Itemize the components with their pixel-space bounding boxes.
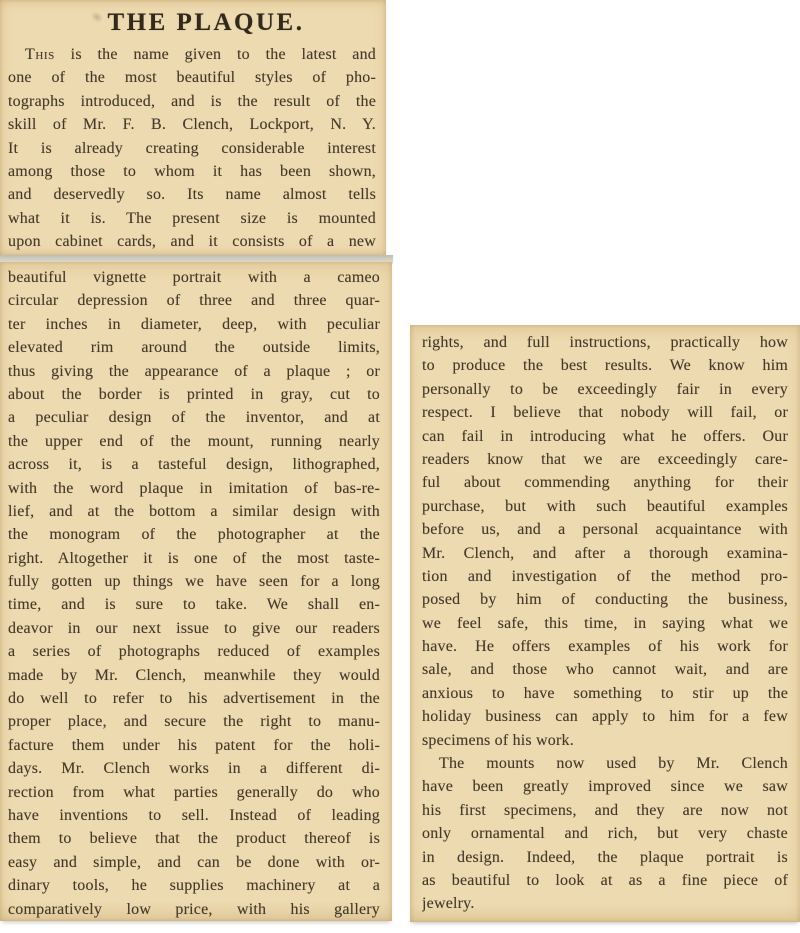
- text-line: in design. Indeed, the plaque portrait is: [422, 848, 788, 866]
- text-line: to produce the best results. We know him: [422, 357, 788, 375]
- text-line: made by Mr. Clench, meanwhile they would: [8, 666, 380, 684]
- text-line: proper place, and secure the right to manu-: [8, 713, 380, 731]
- text-line: rection from what parties generally do who: [8, 783, 380, 801]
- text-line: deavor in our next issue to give our readers: [8, 619, 380, 637]
- text-line: what it is. The present size is mounted: [8, 209, 376, 227]
- text-line: dinary tools, he supplies machinery at a: [8, 877, 380, 895]
- text-line: ter inches in diameter, deep, with peculiar: [8, 315, 380, 333]
- text-line: the upper end of the mount, running nearly: [8, 432, 380, 450]
- text-line: can fail in introducing what he offers. Our: [422, 427, 788, 445]
- text-line: one of the most beautiful styles of pho-: [8, 69, 376, 87]
- text-line: his first specimens, and they are now not: [422, 801, 788, 819]
- text-line: have inventions to sell. Instead of leading: [8, 806, 380, 824]
- text-line: lief, and at the bottom a similar design with: [8, 502, 380, 520]
- text-line: thus giving the appearance of a plaque ; or: [8, 362, 380, 380]
- text-line: have. He offers examples of his work for: [422, 638, 788, 656]
- article-clipping-intro: [0, 0, 386, 256]
- text-line: Mr. Clench, and after a thorough examina-: [422, 544, 788, 562]
- article-title: THE PLAQUE.: [107, 9, 305, 36]
- text-line: do well to refer to his advertisement in the: [8, 690, 380, 708]
- text-line: rights, and full instructions, practically how: [422, 334, 788, 351]
- text-line: with the word plaque in imitation of bas-re-: [8, 479, 380, 497]
- text-line: skill of Mr. F. B. Clench, Lockport, N. Y.: [8, 116, 376, 134]
- text-line: as beautiful to look at as a fine piece of: [422, 871, 788, 889]
- text-line: anxious to have something to stir up the: [422, 684, 788, 702]
- text-line: circular depression of three and three quar-: [8, 292, 380, 310]
- text-line: It is already creating considerable interest: [8, 139, 376, 157]
- text-line: about the border is printed in gray, cut to: [8, 385, 380, 403]
- text-line: The mounts now used by Mr. Clench: [439, 755, 788, 773]
- text-line: personally to be exceedingly fair in every: [422, 380, 788, 398]
- text-line: right. Altogether it is one of the most taste-: [8, 549, 380, 567]
- article-column-right: [422, 331, 788, 916]
- text-line: only ornamental and rich, but very chaste: [422, 825, 788, 843]
- text-line: the monogram of the photographer at the: [8, 526, 380, 544]
- text-line: tion and investigation of the method pro-: [422, 567, 788, 585]
- text-line: before us, and a personal acquaintance with: [422, 521, 788, 539]
- text-line: have been greatly improved since we saw: [422, 778, 788, 796]
- text-line: a peculiar design of the inventor, and at: [8, 409, 380, 427]
- text-line: readers know that we are exceedingly care-: [422, 450, 788, 468]
- text-line: days. Mr. Clench works in a different di-: [8, 760, 380, 778]
- article-column-top: [8, 43, 376, 254]
- text-line: This is the name given to the latest and: [25, 46, 376, 63]
- text-line: and deservedly so. Its name almost tells: [8, 186, 376, 204]
- text-line: jewelry.: [422, 895, 475, 913]
- article-column-left: [8, 266, 380, 921]
- text-line: a series of photographs reduced of examples: [8, 643, 380, 661]
- text-line: them to believe that the product thereof is: [8, 830, 380, 848]
- text-line: time, and is sure to take. We shall en-: [8, 596, 380, 614]
- text-line: specimens of his work.: [422, 731, 574, 749]
- text-line: upon cabinet cards, and it consists of a new: [8, 233, 376, 251]
- small-caps-lead-word: This: [25, 46, 55, 63]
- text-line: easy and simple, and can be done with or-: [8, 853, 380, 871]
- text-line: fully gotten up things we have seen for a long: [8, 573, 380, 591]
- text-line: tographs introduced, and is the result of the: [8, 92, 376, 110]
- text-line: facture them under his patent for the holi-: [8, 736, 380, 754]
- text-line: comparatively low price, with his gallery: [8, 900, 380, 918]
- text-line: sale, and those who cannot wait, and are: [422, 661, 788, 679]
- text-line: elevated rim around the outside limits,: [8, 339, 380, 357]
- text-line: we feel safe, this time, in saying what we: [422, 614, 788, 632]
- text-line: among those to whom it has been shown,: [8, 162, 376, 180]
- text-line: ful about commending anything for their: [422, 474, 788, 492]
- text-line: holiday business can apply to him for a few: [422, 708, 788, 726]
- article-clipping-left-column: [0, 262, 392, 921]
- text-line: respect. I believe that nobody will fail, or: [422, 404, 788, 422]
- text-line: beautiful vignette portrait with a cameo: [8, 269, 380, 286]
- text-line: posed by him of conducting the business,: [422, 591, 788, 609]
- text-line: purchase, but with such beautiful examples: [422, 497, 788, 515]
- article-clipping-right-column: [410, 325, 800, 922]
- text-line: across it, is a tasteful design, lithographed,: [8, 456, 380, 474]
